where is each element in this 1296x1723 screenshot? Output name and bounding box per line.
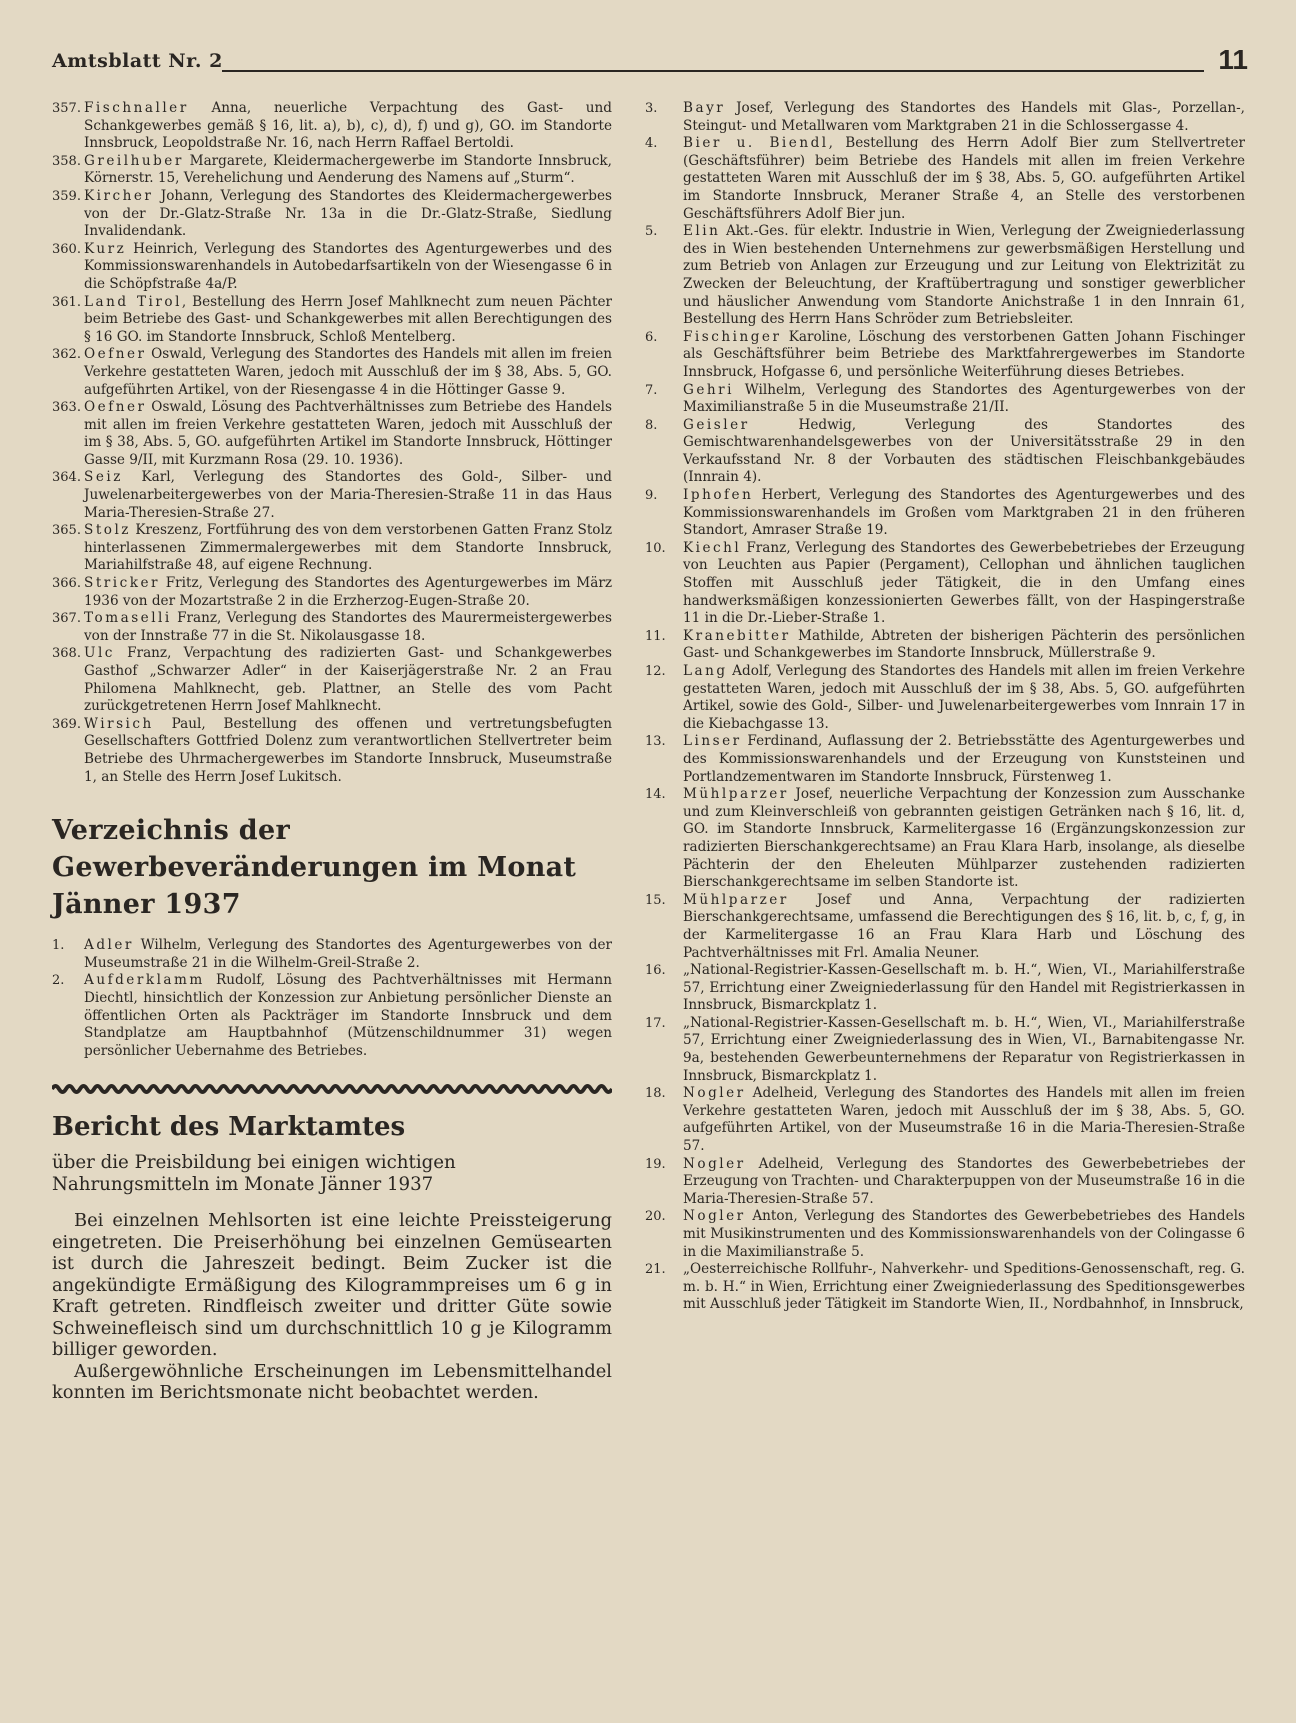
entry-number: 16.: [645, 963, 666, 979]
list-item: [645, 329, 1245, 382]
entry-text: Paul, Bestellung des offenen und vertretungsbefugten Gesellschafters Gottfried Dolenz zum verantwortlichen Stellvertreter beim Betriebe des Uhrmachergewerbes im Standorte Innsbruck, Museumstraße 1, an Stelle des Herrn Josef Lukitsch.: [84, 715, 612, 785]
entry-number: 7.: [645, 382, 658, 398]
left-column: [52, 100, 612, 1404]
list-item: [52, 469, 612, 522]
list-item: [645, 487, 1245, 540]
list-item: [645, 135, 1245, 223]
list-item: [52, 645, 612, 715]
entry-text: „National-Registrier-Kassen-Gesellschaft m. b. H.“, Wien, VI., Mariahilferstraße 57, Errichtung einer Zweigniederlassung für den Handel mit Registrierkassen in Innsbruck, Bismarckplatz 1.: [683, 962, 1245, 1014]
list-item: [52, 972, 612, 1060]
entry-number: 367.: [52, 611, 81, 627]
list-item: [52, 610, 612, 645]
entry-number: 359.: [52, 188, 81, 204]
list-item: [645, 223, 1245, 329]
entry-name: Nogler: [683, 1155, 746, 1172]
entry-number: 19.: [645, 1156, 666, 1172]
entry-name: Elin: [683, 223, 721, 240]
entry-text: , Bestellung des Herrn Adolf Bier zum Stellvertreter (Geschäftsführer) beim Betriebe des Handels mit allen im freien Verkehre gestatteten Waren mit Ausschluß der im § 38, Abs. 5, GO. aufgeführten Artikel im Standorte Innsbruck, Meraner Straße 4, an Stelle des verstorbenen Geschäftsführers Adolf Bier jun.: [683, 135, 1245, 222]
entry-text: Franz, Verpachtung des radizierten Gast- und Schankgewerbes Gasthof „Schwarzer Adler“ in der Kaiserjägerstraße Nr. 2 an Frau Philomena Mahlknecht, geb. Plattner, an Stelle des vom Pacht zurückgetretenen Herrn Josef Mahlknecht.: [84, 645, 612, 715]
entry-number: 6.: [645, 329, 658, 345]
entry-number: 15.: [645, 892, 666, 908]
entry-text: Adelheid, Verlegung des Standortes des Gewerbebetriebes der Erzeugung von Trachten- und Charakterpuppen von der Museumstraße 16 in die Maria-Theresien-Straße 57.: [683, 1155, 1245, 1207]
entry-number: 14.: [645, 787, 666, 803]
entry-text: Oswald, Verlegung des Standortes des Handels mit allen im freien Verkehre gestatteten Waren, jedoch mit Ausschluß der im § 38, Abs. 5, GO. aufgeführten Artikel, von der Riesengasse 4 in die Höttinger Gasse 9.: [84, 346, 612, 398]
entry-number: 3.: [645, 101, 658, 116]
entry-text: Johann, Verlegung des Standortes des Kleidermachergewerbes von der Dr.-Glatz-Straße Nr. 13a in die Dr.-Glatz-Straße, Siedlung Invalidendank.: [84, 187, 612, 240]
entry-text: , Bestellung des Herrn Josef Mahlknecht zum neuen Pächter beim Betriebe des Gast- und Schankgewerbes mit allen Berechtigungen des § 16 GO. im Standorte Innsbruck, Schloß Mentelberg.: [84, 293, 612, 345]
entry-text: „National-Registrier-Kassen-Gesellschaft m. b. H.“, Wien, VI., Mariahilferstraße 57, Errichtung einer Zweigniederlassung des in Wien, VI., Barnabitengasse Nr. 9a, bestehenden Gewerbeunternehmens der Reparatur von Registrierkassen in Innsbruck, Bismarckplatz 1.: [683, 1014, 1245, 1084]
section1-entries-list: [52, 937, 612, 1060]
entry-text: Hedwig, Verlegung des Standortes des Gemischtwarenhandelsgewerbes von der Universitätsstraße 29 in den Verkaufsstand Nr. 8 der Vorbauten des städtischen Fleischbankgebäudes (Innrain 4).: [683, 416, 1245, 486]
entry-name: Kiechl: [683, 539, 742, 556]
list-item: [52, 716, 612, 786]
list-item: [645, 663, 1245, 733]
entry-name: Ulc: [84, 645, 115, 662]
page-header: [52, 44, 1248, 84]
entry-name: Tomaselli: [84, 610, 172, 627]
entry-text: Franz, Verlegung des Standortes des Gewerbebetriebes der Erzeugung von Leuchten aus Papier (Pergament), Cellophan und ähnlichen tauglichen Stoffen mit Ausschluß jeder Tätigkeit, die in den Umfang eines handwerksmäßigen konzessionierten Gewerbes fällt, von der Haspingerstraße 11 in die Dr.-Lieber-Straße 1.: [683, 539, 1245, 627]
list-item: [645, 100, 1245, 135]
entry-number: 9.: [645, 488, 658, 504]
entry-text: Wilhelm, Verlegung des Standortes des Agenturgewerbes von der Museumstraße 21 in die Wilhelm-Greil-Straße 2.: [84, 937, 612, 971]
list-item: [645, 892, 1245, 962]
list-item: [52, 399, 612, 469]
entry-name: Kurz: [84, 240, 127, 257]
entry-number: 13.: [645, 734, 666, 750]
list-item: [645, 786, 1245, 892]
list-item: [52, 294, 612, 347]
entry-number: 12.: [645, 664, 666, 679]
entry-name: Fischnaller: [84, 100, 189, 116]
wave-divider: [52, 1082, 612, 1096]
entry-name: Mühlparzer: [683, 786, 789, 803]
entry-text: Adolf, Verlegung des Standortes des Handels mit allen im freien Verkehre gestatteten Waren, jedoch mit Ausschluß der im § 38, Abs. 5, GO. aufgeführten Artikel, sowie des Gold-, Silber- und Juwelenarbeitergewerbes vom Innrain 17 in die Kiebachgasse 13.: [683, 663, 1245, 732]
page-number: 11: [1218, 44, 1248, 75]
entry-name: Bayr: [683, 100, 726, 116]
entry-number: 358.: [52, 153, 81, 169]
entry-number: 11.: [645, 628, 666, 644]
entry-number: 21.: [645, 1262, 666, 1278]
entry-number: 364.: [52, 470, 81, 486]
list-item: [645, 962, 1245, 1015]
entry-text: Wilhelm, Verlegung des Standortes des Agenturgewerbes von der Maximilianstraße 5 in die Museumstraße 21/II.: [683, 381, 1245, 416]
entry-number: 2.: [52, 973, 65, 989]
list-item: [52, 937, 612, 972]
entry-number: 363.: [52, 400, 81, 416]
list-item: [52, 188, 612, 241]
entry-number: 361.: [52, 294, 81, 310]
list-item: [645, 628, 1245, 663]
entry-text: Herbert, Verlegung des Standortes des Agenturgewerbes und des Kommissionswarenhandels im Großen vom Marktgraben 21 in den früheren Standort, Amraser Straße 19.: [683, 487, 1245, 539]
list-item: [645, 417, 1245, 487]
report-paragraph-2: Außergewöhnliche Erscheinungen im Lebensmittelhandel konnten im Berichtsmonate nicht beobachtet werden.: [52, 1360, 612, 1404]
entry-text: Kreszenz, Fortführung des von dem verstorbenen Gatten Franz Stolz hinterlassenen Zimmermalergewerbes mit dem Standorte Innsbruck, Mariahilfstraße 48, auf eigene Rechnung.: [84, 522, 612, 574]
entry-text: Franz, Verlegung des Standortes des Maurermeistergewerbes von der Innstraße 77 in die St. Nikolausgasse 18.: [84, 610, 612, 644]
list-item: [645, 1085, 1245, 1155]
entry-name: Greilhuber: [84, 152, 184, 169]
right-entries-list: [645, 100, 1245, 1314]
entry-text: Ferdinand, Auflassung der 2. Betriebsstätte des Agenturgewerbes und des Kommissionswarenhandels und der Erzeugung von Kunststeinen und Portlandzementwaren im Standorte Innsbruck, Fürstenweg 1.: [683, 733, 1245, 785]
entry-text: Josef, neuerliche Verpachtung der Konzession zum Ausschanke und zum Kleinverschleiß von gebrannten geistigen Getränken nach § 16, lit. d, GO. im Standorte Innsbruck, Karmelitergasse 16 (Ergänzungskonzession zur radizierten Bierschankgerechtsame) an Frau Klara Harb, insolange, als dieselbe Pächterin der den Eheleuten Mühlparzer zustehenden radizierten Bierschankgerechtsame im selben Standorte ist.: [683, 786, 1245, 891]
entry-name: Mühlparzer: [683, 891, 789, 908]
entry-text: Josef und Anna, Verpachtung der radizierten Bierschankgerechtsame, umfassend die Berechtigungen des § 16, lit. b, c, f, g, in der Karmelitergasse 16 an Frau Klara Harb und Löschung des Pachtverhältnisses mit Frl. Amalia Neuner.: [683, 891, 1245, 961]
entry-text: Heinrich, Verlegung des Standortes des Agenturgewerbes und des Kommissionswarenhandels in Autobedarfsartikeln von der Wiesengasse 6 in die Schöpfstraße 4a/P.: [84, 240, 612, 292]
entry-name: Geisler: [683, 416, 750, 433]
entry-name: Bier u. Biendl: [683, 135, 829, 152]
publication-title: Amtsblatt Nr. 2: [52, 50, 223, 72]
entry-text: Rudolf, Lösung des Pachtverhältnisses mit Hermann Diechtl, hinsichtlich der Konzession zur Anbietung persönlicher Dienste an öffentlichen Orten als Packträger im Standorte Innsbruck und dem Standplatze am Hauptbahnhof (Mützenschildnummer 31) wegen persönlicher Uebernahme des Betriebes.: [84, 972, 612, 1059]
entry-name: Aufderklamm: [84, 972, 205, 989]
entry-text: Margarete, Kleidermachergewerbe im Standorte Innsbruck, Körnerstr. 15, Verehelichung und Aenderung des Namens auf „Sturm“.: [84, 152, 612, 187]
entry-name: Stricker: [84, 575, 161, 592]
entry-number: 4.: [645, 136, 658, 152]
section-subheading: über die Preisbildung bei einigen wichtigen Nahrungsmitteln im Monate Jänner 1937: [52, 1152, 456, 1196]
report-paragraph-1: Bei einzelnen Mehlsorten ist eine leichte Preissteigerung eingetreten. Die Preiserhöhung bei einzelnen Gemüsearten ist durch die Jahreszeit bedingt. Beim Zucker ist die angekündigte Ermäßigung des Kilogrammpreises um 6 g in Kraft getreten. Rindfleisch zweiter und dritter Güte sowie Schweinefleisch sind um durchschnittlich 10 g je Kilogramm billiger geworden.: [52, 1210, 612, 1361]
entry-number: 368.: [52, 646, 81, 662]
list-item: [645, 1261, 1245, 1314]
entry-number: 1.: [52, 938, 65, 954]
entry-name: Stolz: [84, 522, 131, 539]
entry-number: 17.: [645, 1015, 666, 1031]
entry-text: Akt.-Ges. für elektr. Industrie in Wien, Verlegung der Zweigniederlassung des in Wien bestehenden Unternehmens zur gewerbsmäßigen Herstellung und zum Betrieb von Anlagen zur Erzeugung und zur Leitung von Elektrizität zu Zwecken der Beleuchtung, der Kraftübertragung und sonstiger gewerblicher und häuslicher Anwendung vom Standorte Anichstraße 1 in den Innrain 61, Bestellung des Herrn Hans Schröder zum Betriebsleiter.: [683, 223, 1245, 328]
entry-name: Kranebitter: [683, 627, 791, 644]
entry-name: Nogler: [683, 1085, 746, 1102]
entry-number: 5.: [645, 224, 658, 240]
entry-number: 20.: [645, 1209, 666, 1225]
list-item: [645, 1015, 1245, 1085]
entry-number: 360.: [52, 241, 81, 257]
entry-number: 366.: [52, 576, 81, 592]
list-item: [52, 522, 612, 575]
list-item: [52, 575, 612, 610]
section-heading-marktamt: Bericht des Marktamtes: [52, 1112, 406, 1143]
entry-text: Josef, Verlegung des Standortes des Handels mit Glas-, Porzellan-, Steingut- und Metallwaren vom Marktgraben 21 in die Schlossergasse 4.: [683, 100, 1245, 134]
entry-number: 357.: [52, 101, 81, 116]
entry-number: 10.: [645, 540, 666, 556]
entry-text: Adelheid, Verlegung des Standortes des Handels mit allen im freien Verkehre gestatteten Waren, jedoch mit Ausschluß der im § 38, Abs. 5, GO. aufgeführten Artikel, von der Museumstraße 16 in die Maria-Theresien-Straße 57.: [683, 1085, 1245, 1155]
list-item: [52, 241, 612, 294]
entry-text: Oswald, Lösung des Pachtverhältnisses zum Betriebe des Handels mit allen im freien Verkehre gestatteten Waren, jedoch mit Ausschluß der im § 38, Abs. 5, GO. aufgeführten Artikel im Standorte Innsbruck, Höttinger Gasse 9/II, mit Kurzmann Rosa (29. 10. 1936).: [84, 399, 612, 468]
list-item: [52, 100, 612, 153]
entry-text: Anna, neuerliche Verpachtung des Gast- und Schankgewerbes gemäß § 16, lit. a), b), c), d), f) und g), GO. im Standorte Innsbruck, Leopoldstraße Nr. 16, nach Herrn Raffael Bertoldi.: [84, 100, 612, 152]
entry-name: Iphofen: [683, 487, 754, 504]
entry-number: 18.: [645, 1086, 666, 1102]
section-heading-gewerbe: Verzeichnis der Gewerbeveränderungen im Monat Jänner 1937: [52, 815, 577, 921]
entry-name: Seiz: [84, 469, 123, 486]
entry-text: Fritz, Verlegung des Standortes des Agenturgewerbes im März 1936 von der Mozartstraße 2 in die Erzherzog-Eugen-Straße 20.: [84, 575, 612, 609]
left-entries-list: [52, 100, 612, 786]
entry-name: Kircher: [84, 187, 154, 204]
list-item: [645, 382, 1245, 417]
entry-name: Oefner: [84, 346, 147, 363]
list-item: [645, 540, 1245, 628]
list-item: [645, 733, 1245, 786]
entry-number: 8.: [645, 417, 658, 433]
entry-name: Lang: [683, 663, 728, 679]
entry-number: 369.: [52, 716, 81, 732]
list-item: [52, 346, 612, 399]
list-item: [645, 1208, 1245, 1261]
entry-text: Anton, Verlegung des Standortes des Gewerbebetriebes des Handels mit Musikinstrumenten und des Kommissionswarenhandels von der Colingasse 6 in die Maximilianstraße 5.: [683, 1208, 1245, 1260]
entry-name: Adler: [84, 937, 134, 954]
list-item: [52, 153, 612, 188]
entry-text: Karl, Verlegung des Standortes des Gold-, Silber- und Juwelenarbeitergewerbes von der Maria-Theresien-Straße 11 in das Haus Maria-Theresien-Straße 27.: [84, 469, 612, 521]
right-column: [645, 100, 1245, 1314]
header-rule: [222, 70, 1204, 72]
entry-text: Mathilde, Abtreten der bisherigen Pächterin des persönlichen Gast- und Schankgewerbes im Standorte Innsbruck, Müllerstraße 9.: [683, 627, 1245, 662]
list-item: [645, 1156, 1245, 1209]
entry-text: „Oesterreichische Rollfuhr-, Nahverkehr- und Speditions-Genossenschaft, reg. G. m. b. H.“ in Wien, Errichtung einer Zweigniederlassung des Speditionsgewerbes mit Ausschluß jeder Tätigkeit im Standorte Wien, II., Nordbahnhof, in Innsbruck,: [683, 1261, 1245, 1313]
entry-name: Fischinger: [683, 328, 782, 345]
entry-name: Wirsich: [84, 715, 154, 732]
entry-text: Karoline, Löschung des verstorbenen Gatten Johann Fischinger als Geschäftsführer beim Betriebe des Marktfahrergewerbes im Standorte Innsbruck, Hofgasse 6, und persönliche Weiterführung dieses Betriebes.: [683, 328, 1245, 380]
entry-name: Gehri: [683, 381, 735, 398]
entry-name: Land Tirol: [84, 293, 182, 310]
entry-name: Oefner: [84, 399, 147, 416]
entry-number: 362.: [52, 347, 81, 363]
entry-number: 365.: [52, 523, 81, 539]
entry-name: Nogler: [683, 1208, 746, 1225]
entry-name: Linser: [683, 733, 742, 750]
